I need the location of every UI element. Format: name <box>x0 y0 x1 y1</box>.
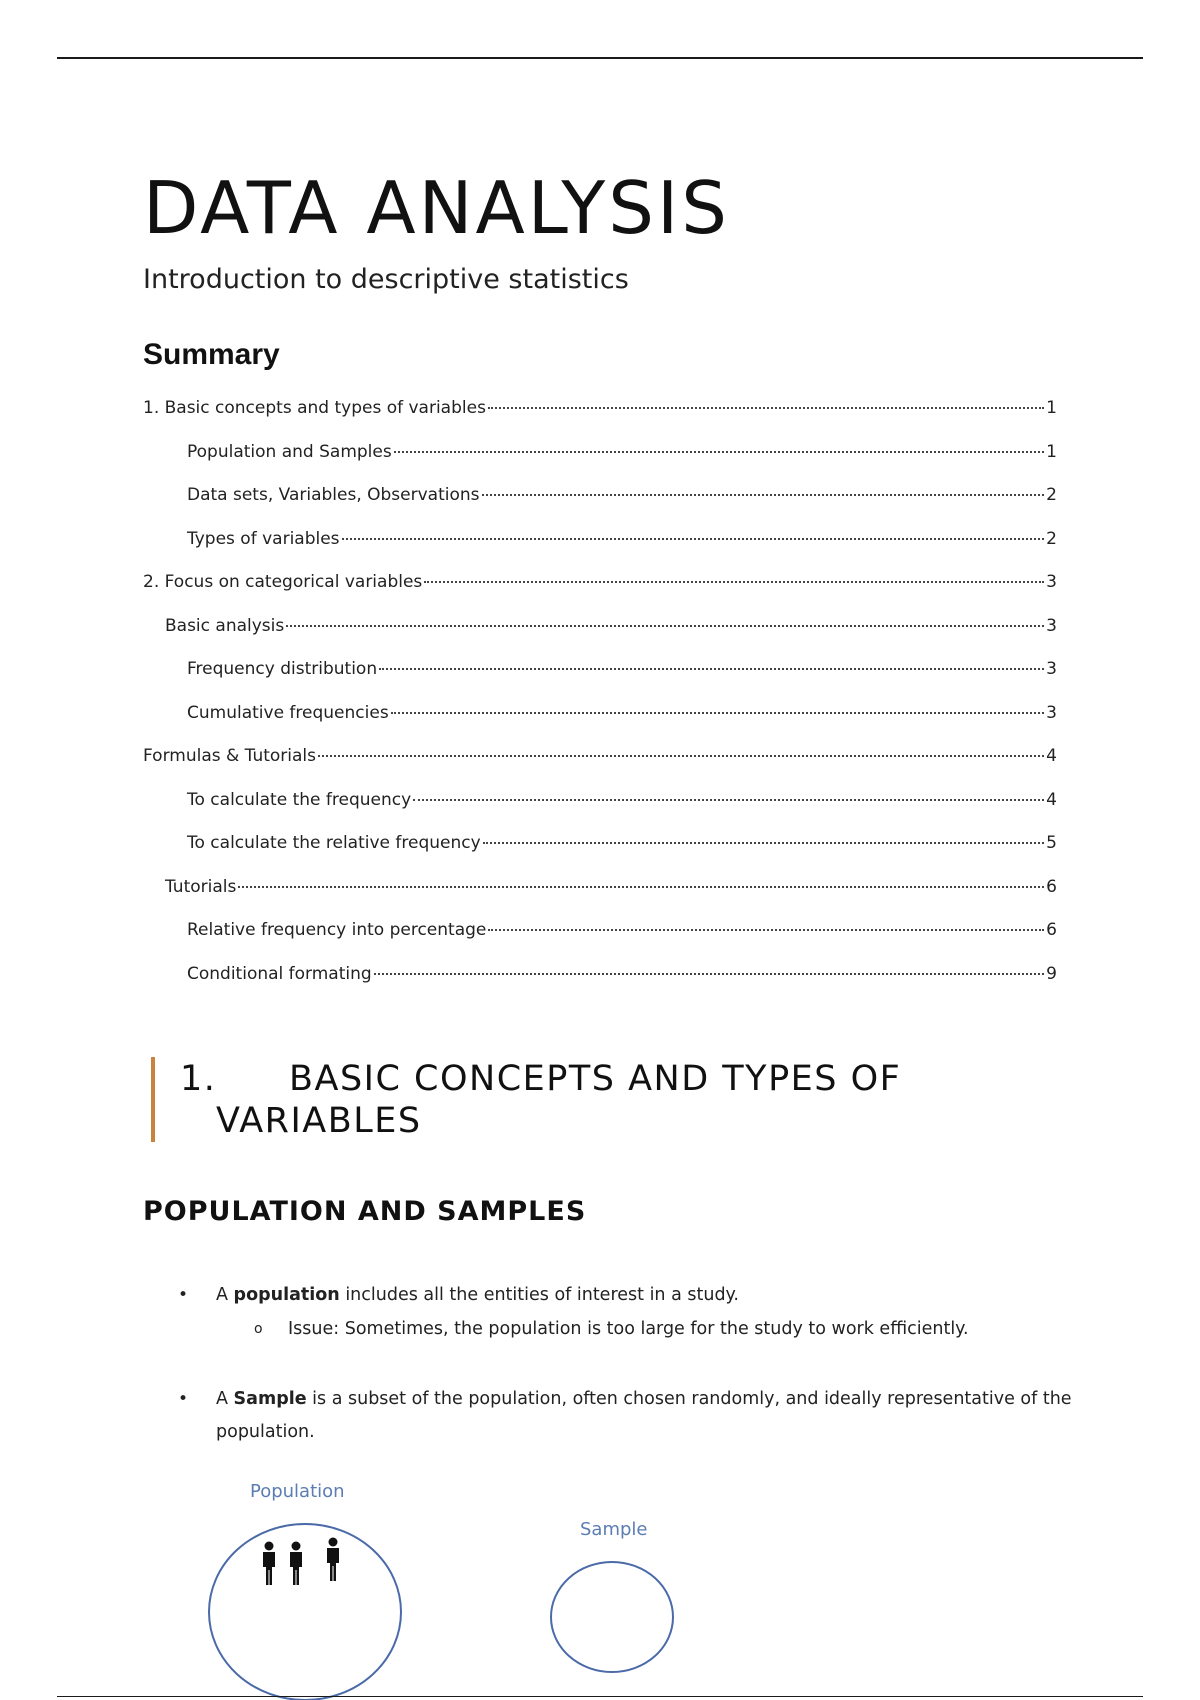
toc-leader-dots <box>488 929 1044 931</box>
toc-entry-page: 3 <box>1046 659 1057 679</box>
toc-entry-page: 5 <box>1046 833 1057 853</box>
sample-circle <box>551 1562 673 1672</box>
toc-entry[interactable] <box>143 877 1057 921</box>
toc-entry-label[interactable]: Tutorials <box>165 876 237 897</box>
footer-rule <box>57 1696 1143 1697</box>
toc-entry[interactable] <box>143 703 1057 747</box>
toc-entry-page: 3 <box>1046 572 1057 592</box>
toc-entry[interactable] <box>143 485 1057 529</box>
section-heading-line1: BASIC CONCEPTS AND TYPES OF <box>289 1059 902 1099</box>
toc-leader-dots <box>391 712 1044 714</box>
toc-leader-dots <box>342 538 1045 540</box>
bullet-bold-term: population <box>233 1285 340 1305</box>
toc-entry-page: 1 <box>1046 441 1057 462</box>
toc-leader-dots <box>379 668 1044 670</box>
bullet-text-suffix: includes all the entities of interest in a study. <box>339 1285 739 1305</box>
toc-entry[interactable] <box>143 833 1057 877</box>
toc-entry-label[interactable]: Types of variables <box>187 528 340 549</box>
bullet-bold-term: Sample <box>233 1389 307 1409</box>
toc-leader-dots <box>413 799 1044 801</box>
toc-entry-page: 3 <box>1046 615 1057 636</box>
toc-leader-dots <box>424 581 1044 583</box>
document-title: DATA ANALYSIS <box>143 166 730 250</box>
toc-leader-dots <box>374 973 1044 975</box>
sub-bullet-text: Issue: Sometimes, the population is too large for the study to work efficiently. <box>288 1319 969 1339</box>
sample-label: Sample <box>580 1519 648 1540</box>
table-of-contents <box>143 398 1057 1007</box>
person-icon <box>327 1538 339 1582</box>
toc-leader-dots <box>482 494 1045 496</box>
toc-entry[interactable] <box>143 659 1057 703</box>
population-label: Population <box>250 1481 345 1502</box>
toc-entry[interactable] <box>143 746 1057 790</box>
toc-entry[interactable] <box>143 616 1057 660</box>
toc-entry[interactable] <box>143 529 1057 573</box>
toc-entry-label[interactable]: 1. Basic concepts and types of variables <box>143 398 486 418</box>
toc-leader-dots <box>286 625 1044 627</box>
header-rule <box>57 57 1143 59</box>
toc-leader-dots <box>483 842 1044 844</box>
toc-entry[interactable] <box>143 920 1057 964</box>
population-circle <box>209 1524 401 1700</box>
toc-entry-page: 2 <box>1046 528 1057 549</box>
toc-entry-label[interactable]: Basic analysis <box>165 615 285 636</box>
person-icon <box>263 1542 275 1586</box>
toc-entry-page: 4 <box>1046 789 1057 810</box>
toc-entry-label[interactable]: To calculate the relative frequency <box>187 833 481 853</box>
toc-entry-page: 9 <box>1046 963 1057 984</box>
bullet-population <box>178 1279 1076 1312</box>
toc-entry-label[interactable]: Cumulative frequencies <box>187 702 389 723</box>
bullet-sample <box>178 1383 1076 1449</box>
toc-entry-label[interactable]: Frequency distribution <box>187 659 378 679</box>
toc-entry-label[interactable]: Relative frequency into percentage <box>187 920 487 940</box>
bullet-text-suffix: is a subset of the population, often chosen randomly, and ideally representative of the population. <box>216 1389 1072 1442</box>
sub-bullet-circle-icon: o <box>254 1321 263 1337</box>
toc-entry-label[interactable]: To calculate the frequency <box>187 789 412 810</box>
toc-entry-page: 3 <box>1046 702 1057 723</box>
sub-bullet-issue <box>254 1313 1088 1346</box>
toc-entry-page: 2 <box>1046 485 1057 505</box>
toc-entry[interactable] <box>143 572 1057 616</box>
section-heading-line2: VARIABLES <box>216 1101 422 1141</box>
summary-heading: Summary <box>143 338 280 371</box>
toc-entry-page: 6 <box>1046 920 1057 940</box>
bullet-text-prefix: A <box>216 1285 234 1305</box>
bullet-text-prefix: A <box>216 1389 234 1409</box>
section-accent-bar <box>151 1057 155 1142</box>
toc-entry-label[interactable]: Conditional formating <box>187 963 372 984</box>
toc-entry-page: 4 <box>1046 746 1057 766</box>
toc-leader-dots <box>394 451 1044 453</box>
toc-entry-page: 6 <box>1046 876 1057 897</box>
population-samples-heading: POPULATION AND SAMPLES <box>143 1196 587 1227</box>
document-subtitle: Introduction to descriptive statistics <box>143 264 629 295</box>
toc-leader-dots <box>318 755 1044 757</box>
toc-entry[interactable] <box>143 398 1057 442</box>
toc-entry[interactable] <box>143 442 1057 486</box>
section-number: 1. <box>180 1059 217 1099</box>
person-icon <box>290 1542 302 1586</box>
bullet-dot-icon: • <box>178 1285 189 1305</box>
toc-entry-label[interactable]: Data sets, Variables, Observations <box>187 485 480 505</box>
toc-entry-label[interactable]: 2. Focus on categorical variables <box>143 572 423 592</box>
toc-leader-dots <box>238 886 1044 888</box>
toc-entry[interactable] <box>143 964 1057 1008</box>
toc-entry[interactable] <box>143 790 1057 834</box>
toc-entry-label[interactable]: Formulas & Tutorials <box>143 746 317 766</box>
section-heading-basic-concepts <box>180 1058 1080 1142</box>
toc-entry-page: 1 <box>1046 398 1057 418</box>
bullet-dot-icon: • <box>178 1389 189 1409</box>
toc-entry-label[interactable]: Population and Samples <box>187 441 392 462</box>
toc-leader-dots <box>488 407 1044 409</box>
